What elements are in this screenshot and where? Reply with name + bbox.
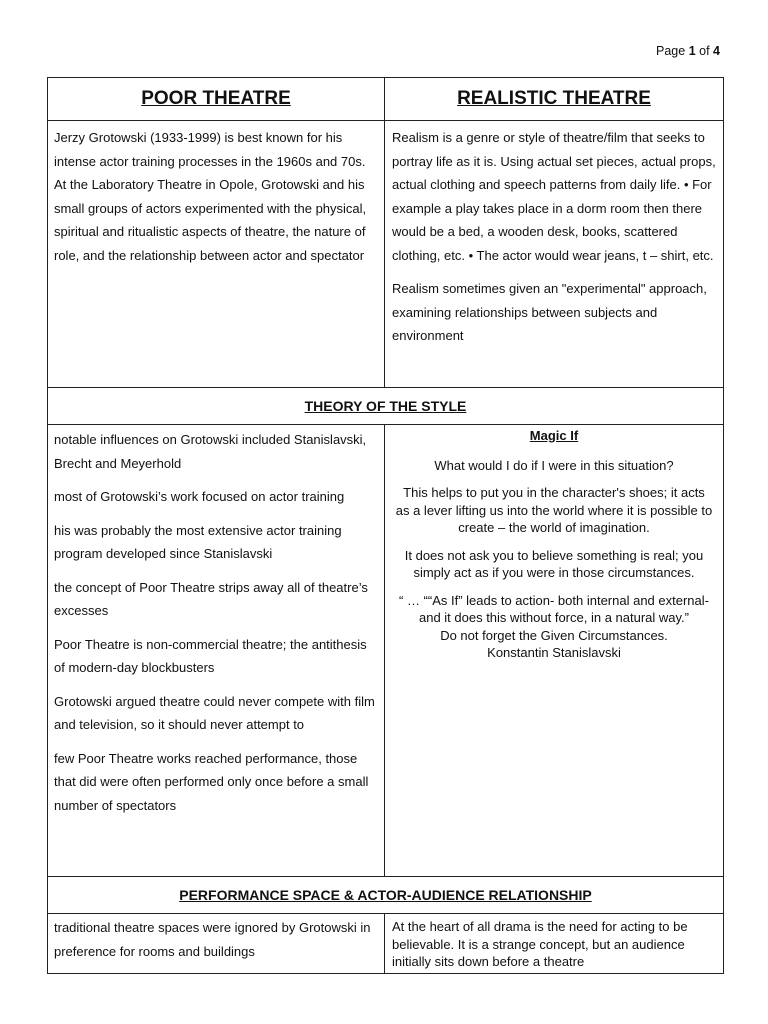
header-poor-theatre: POOR THEATRE: [48, 78, 385, 121]
list-item: the concept of Poor Theatre strips away all of theatre’s excesses: [54, 579, 368, 618]
quote-author: Konstantin Stanislavski: [487, 645, 621, 660]
list-item: Poor Theatre is non-commercial theatre; the antithesis of modern-day blockbusters: [54, 636, 367, 675]
header-row: [48, 78, 724, 121]
list-item: his was probably the most extensive actor training program developed since Stanislavski: [54, 522, 342, 561]
magic-if-title: Magic If: [529, 428, 579, 443]
list-item: few Poor Theatre works reached performance, those that did were often performed only once before a small number of spectators: [54, 750, 369, 813]
page-number: Page 1 of 4: [656, 44, 720, 58]
header-realistic-theatre: REALISTIC THEATRE: [385, 78, 724, 121]
section-title-theory: THEORY OF THE STYLE: [48, 388, 724, 425]
section-space-row: [48, 877, 724, 914]
theory-poor-theatre: [48, 425, 385, 877]
space-realistic-theatre: At the heart of all drama is the need for acting to be believable. It is a strange concept, but an audience initially sits down before a theatre: [385, 914, 724, 974]
theory-row: [48, 425, 724, 877]
list-item: Grotowski argued theatre could never compete with film and television, so it should never attempt to: [54, 693, 375, 732]
intro-row: [48, 121, 724, 388]
quote: “ … ““As If” leads to action- both internal and external- and it does this without force, in a natural way.”: [399, 592, 709, 625]
comparison-table: [47, 77, 724, 974]
section-theory-row: [48, 388, 724, 425]
theory-realistic-theatre: Magic If What would I do if I were in this situation? This helps to put you in the character's shoes; it acts as a lever lifting us into the world where it is possible to create – the world of imagination. It does not ask you to believe something is real; you simply act as if you were in those circumstances. “ … ““As If” leads to action- both internal and external- and it does this without force, in a natural way.” Do not forget the Given Circumstances. Konstantin Stanislavski: [385, 425, 724, 877]
quote-note: Do not forget the Given Circumstances.: [440, 627, 668, 643]
list-item: notable influences on Grotowski included Stanislavski, Brecht and Meyerhold: [54, 432, 367, 471]
intro-poor-theatre: Jerzy Grotowski (1933-1999) is best known for his intense actor training processes in the 1960s and 70s. At the Laboratory Theatre in Opole, Grotowski and his small groups of actors experimented with the physical, spiritual and ritualistic aspects of theatre, the nature of role, and the relationship between actor and spectator: [48, 121, 385, 388]
list-item: most of Grotowski’s work focused on actor training: [54, 489, 345, 504]
section-title-performance-space: PERFORMANCE SPACE & ACTOR-AUDIENCE RELATIONSHIP: [48, 877, 724, 914]
space-row: [48, 914, 724, 974]
intro-realistic-theatre: Realism is a genre or style of theatre/film that seeks to portray life as it is. Using actual set pieces, actual props, actual clothing and speech patterns from daily life. • For example a play takes place in a dorm room then there would be a bed, a wooden desk, books, scattered clothing, etc. • The actor would wear jeans, t – shirt, etc. Realism sometimes given an "experimental" approach, examining relationships between subjects and environment: [385, 121, 724, 388]
space-poor-theatre: traditional theatre spaces were ignored by Grotowski in preference for rooms and buildings: [48, 914, 385, 974]
